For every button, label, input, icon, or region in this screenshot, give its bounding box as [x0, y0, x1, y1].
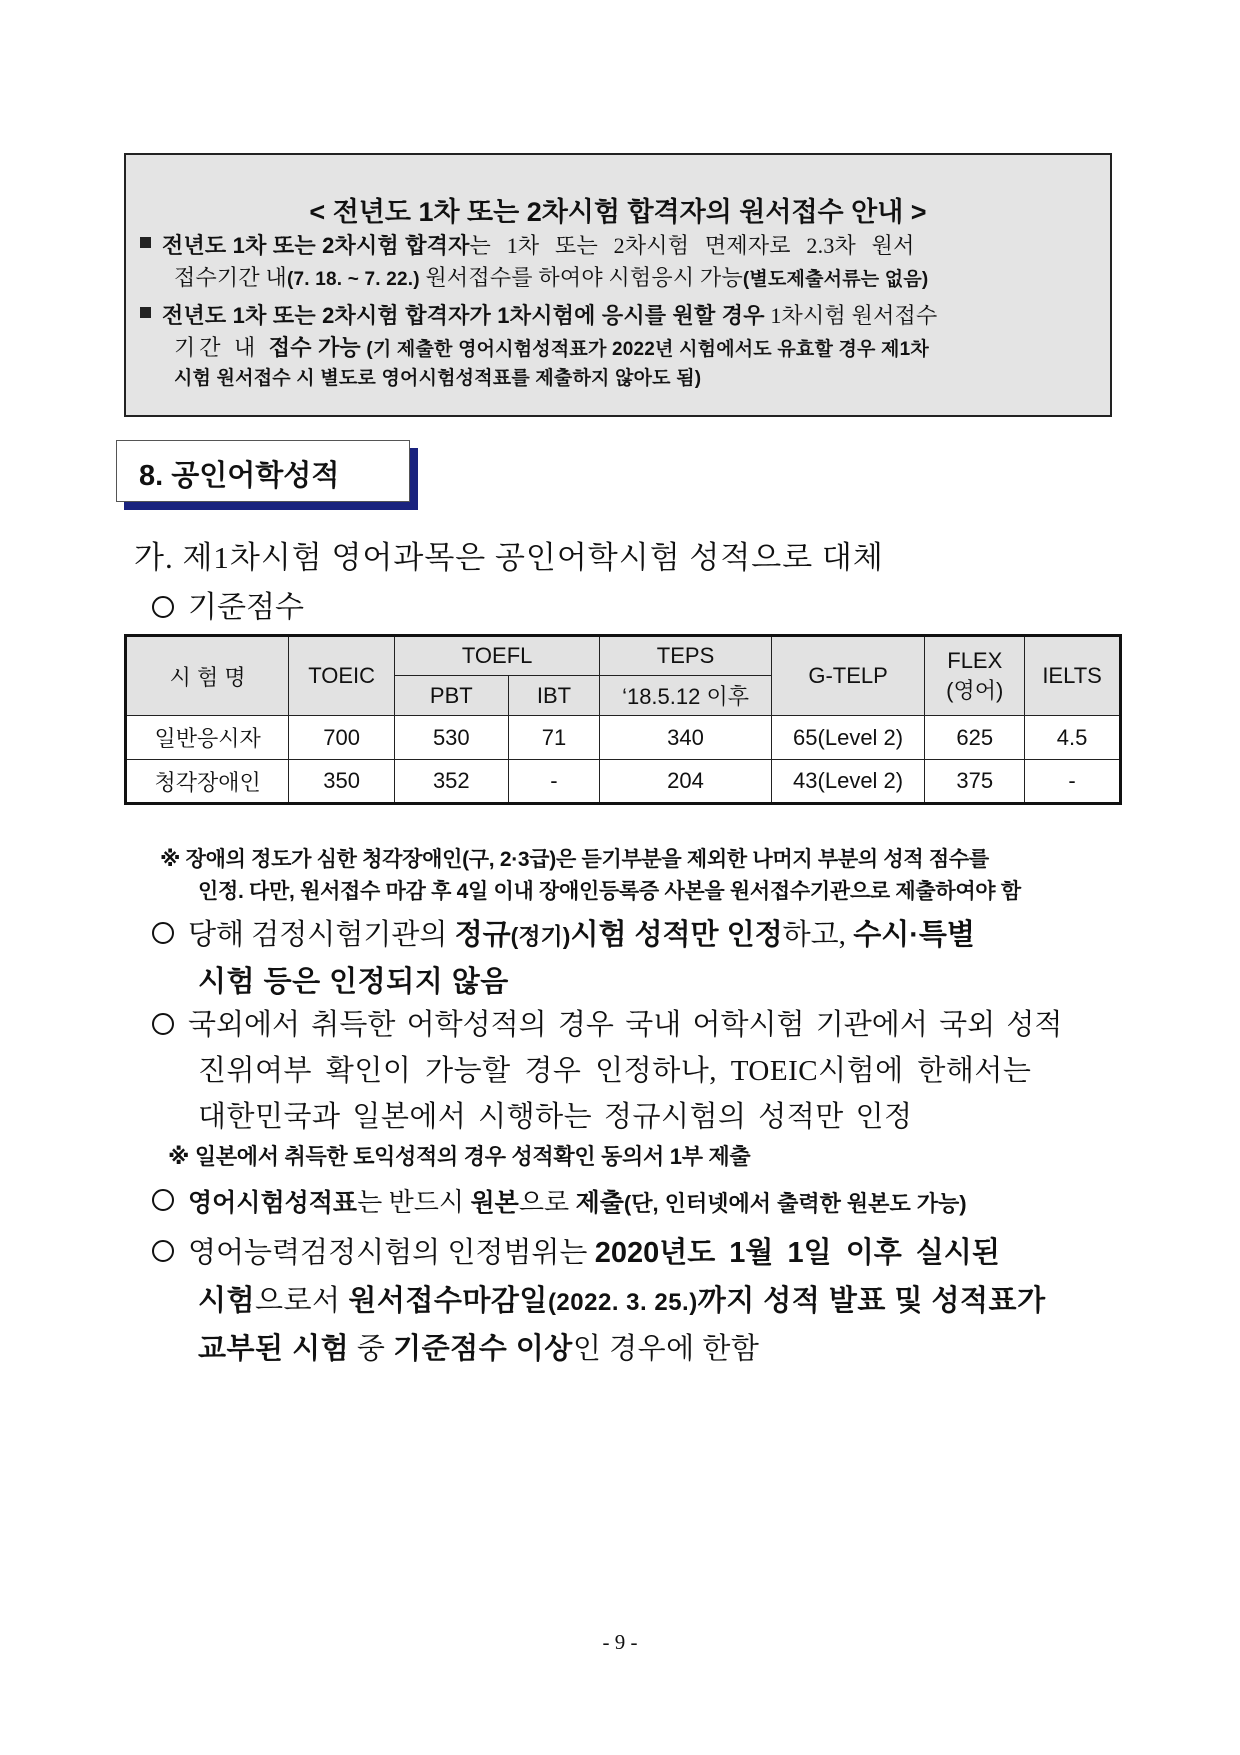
notice-title: < 전년도 1차 또는 2차시험 합격자의 원서접수 안내 > — [309, 197, 927, 227]
note-disability-line2: 인정. 다만, 원서접수 마감 후 4일 이내 장애인등록증 사본을 원서접수기관으로 제출하여야 함 — [198, 880, 1021, 903]
notice-item-1-dates: (7. 18. ~ 7. 22.) — [286, 269, 420, 290]
page-number: - 9 - — [602, 1630, 638, 1654]
circle-bullet-icon — [152, 1013, 174, 1035]
cell-toeic: 700 — [289, 716, 395, 760]
table-row — [126, 760, 1121, 804]
subheading-text: 기준점수 — [188, 591, 304, 624]
cell-pbt: 352 — [395, 760, 509, 804]
notice-item-1-text2: 접수기간 내 — [174, 265, 287, 290]
section-header — [116, 440, 410, 502]
circle-bullet-icon — [152, 596, 174, 618]
bullet-square-icon — [140, 237, 151, 248]
notice-item-1-bold: 전년도 1차 또는 2차시험 합격자 — [162, 233, 470, 258]
notice-item-2-text2: 기간 내 — [174, 335, 269, 360]
cell-gtelp: 43(Level 2) — [771, 760, 925, 804]
note-disability-line1: ※ 장애의 정도가 심한 청각장애인(구, 2·3급)은 듣기부분을 제외한 나머지 부분의 성적 점수를 — [160, 848, 989, 871]
cell-ielts: 4.5 — [1025, 716, 1121, 760]
notice-item-2-bold2: 접수 가능 — [268, 335, 361, 360]
notice-item-2-note2: 시험 원서접수 시 별도로 영어시험성적표를 제출하지 않아도 됨) — [174, 368, 702, 389]
row-label: 청각장애인 — [126, 760, 289, 804]
score-table — [124, 634, 1122, 805]
header-toeic: TOEIC — [289, 636, 395, 716]
notice-item-1-text3: 원서접수를 하여야 시험응시 가능 — [419, 265, 743, 290]
notice-box — [124, 153, 1112, 417]
subheading — [152, 582, 304, 626]
header-teps-sub: ‘18.5.12 이후 — [600, 676, 771, 716]
header-ibt: IBT — [508, 676, 600, 716]
cell-teps: 340 — [600, 716, 771, 760]
cell-teps: 204 — [600, 760, 771, 804]
note-japan-toeic: ※ 일본에서 취득한 토익성적의 경우 성적확인 동의서 1부 제출 — [168, 1144, 751, 1169]
header-flex-label: FLEX — [947, 647, 1003, 673]
header-teps: TEPS — [600, 636, 771, 676]
header-ielts: IELTS — [1025, 636, 1121, 716]
header-toefl: TOEFL — [395, 636, 600, 676]
bullet-square-icon — [140, 307, 151, 318]
cell-ibt: - — [508, 760, 600, 804]
circle-bullet-icon — [152, 1189, 174, 1211]
cell-flex: 375 — [925, 760, 1025, 804]
cell-pbt: 530 — [395, 716, 509, 760]
notice-item-2-bold: 전년도 1차 또는 2차시험 합격자가 1차시험에 응시를 원할 경우 — [162, 303, 765, 328]
header-exam: 시 험 명 — [126, 636, 289, 716]
paragraph-original: 영어시험성적표는 반드시 원본으로 제출(단, 인터넷에서 출력한 원본도 가능) — [152, 1182, 967, 1219]
circle-bullet-icon — [152, 922, 174, 944]
paragraph-validity: 영어능력검정시험의 인정범위는 2020년도 1월 1일 이후 실시된 시험으로서 원서접수마감일(2022. 3. 25.)까지 성적 발표 및 성적표가 교부된 시험 중 기준점수 이상인 경우에 한함 — [152, 1230, 1000, 1271]
circle-bullet-icon — [152, 1240, 174, 1262]
heading: 가. 제1차시험 영어과목은 공인어학시험 성적으로 대체 — [134, 540, 884, 575]
header-gtelp: G-TELP — [771, 636, 925, 716]
notice-item-1-note: (별도제출서류는 없음) — [742, 269, 929, 290]
cell-gtelp: 65(Level 2) — [771, 716, 925, 760]
section-header-text: 8. 공인어학성적 — [139, 460, 340, 492]
paragraph-overseas: 국외에서 취득한 어학성적의 경우 국내 어학시험 기관에서 국외 성적 진위여부 확인이 가능할 경우 인정하나, TOEIC시험에 한해서는 대한민국과 일본에서 시행하는 정규시험의 성적만 인정 — [152, 1002, 1062, 1043]
cell-toeic: 350 — [289, 760, 395, 804]
notice-item-1-text: 는 1차 또는 2차시험 면제자로 2.3차 원서 — [469, 233, 915, 258]
row-label: 일반응시자 — [126, 716, 289, 760]
notice-item-2-text: 1차시험 원서접수 — [764, 303, 938, 328]
cell-flex: 625 — [925, 716, 1025, 760]
header-flex — [925, 636, 1025, 716]
table-row — [126, 716, 1121, 760]
table-header-row — [126, 636, 1121, 676]
header-flex-sub: (영어) — [946, 677, 1004, 703]
notice-item-2-note: (기 제출한 영어시험성적표가 2022년 시험에서도 유효할 경우 제1차 — [360, 339, 929, 360]
header-pbt: PBT — [395, 676, 509, 716]
cell-ibt: 71 — [508, 716, 600, 760]
paragraph-regular-exam: 당해 검정시험기관의 정규(정기)시험 성적만 인정하고, 수시·특별 시험 등은 인정되지 않음 — [152, 912, 975, 953]
cell-ielts: - — [1025, 760, 1121, 804]
